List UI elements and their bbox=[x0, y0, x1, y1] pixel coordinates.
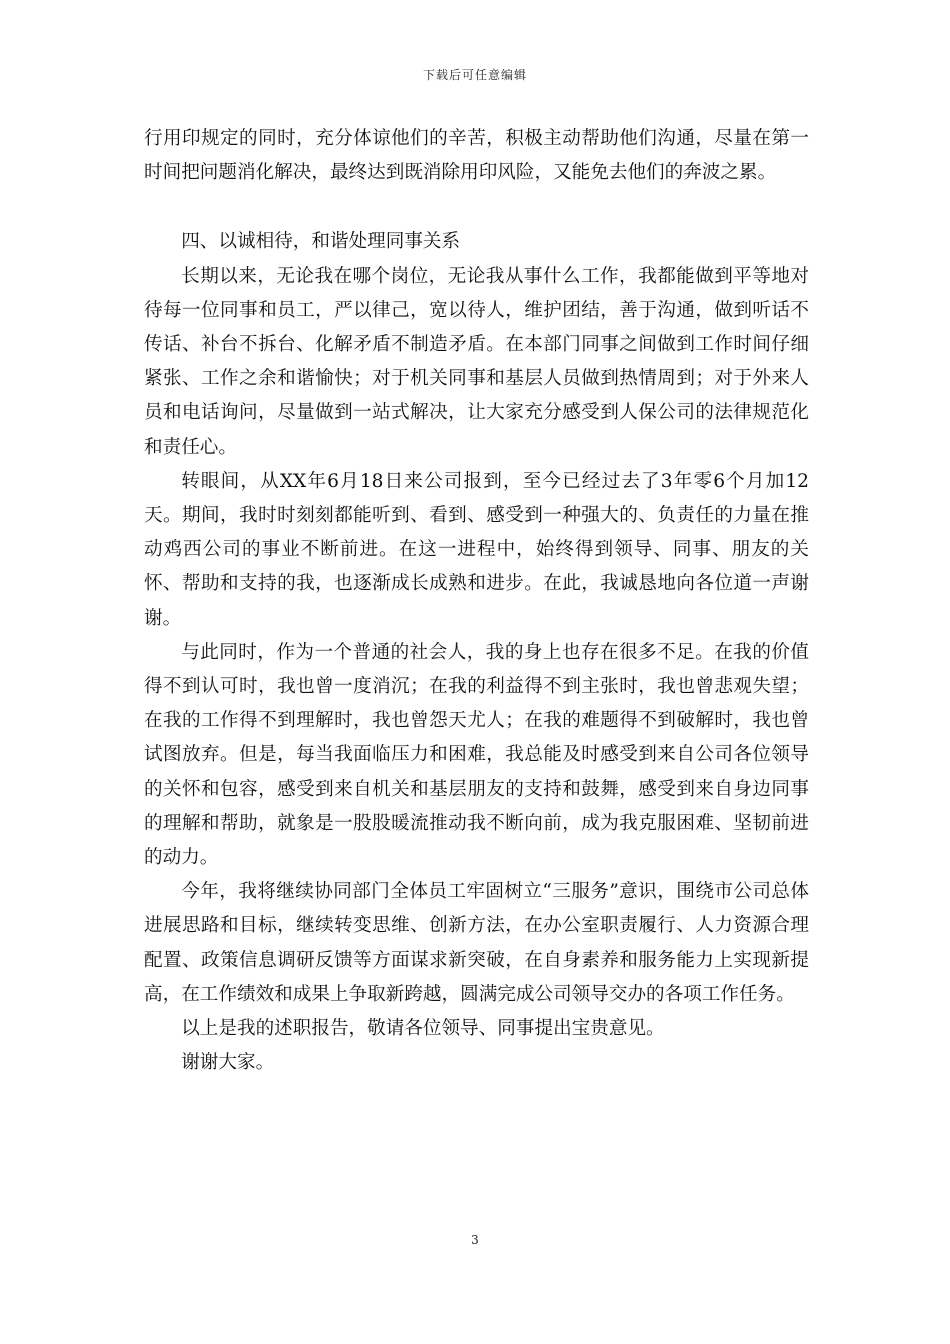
page-header: 下载后可任意编辑 bbox=[422, 68, 527, 82]
paragraph: 今年，我将继续协同部门全体员工牢固树立“三服务”意识，围绕市公司总体进展思路和目标，继续转变思维、创新方法，在办公室职责履行、人力资源合理配置、政策信息调研反馈等方面谋求新突破，在自身素养和服务能力上实现新提高，在工作绩效和成果上争取新跨越，圆满完成公司领导交办的各项工作任务。 bbox=[144, 881, 809, 1005]
paragraph: 谢谢大家。 bbox=[181, 1052, 275, 1074]
paragraph: 以上是我的述职报告，敬请各位领导、同事提出宝贵意见。 bbox=[181, 1018, 665, 1040]
page-number: 3 bbox=[471, 1233, 479, 1247]
paragraph: 与此同时，作为一个普通的社会人，我的身上也存在很多不足。在我的价值得不到认可时，我也曾一度消沉；在我的利益得不到主张时，我也曾悲观失望；在我的工作得不到理解时，我也曾怨天尤人；在我的难题得不到破解时，我也曾试图放弃。但是，每当我面临压力和困难，我总能及时感受到来自公司各位领导的关怀和包容，感受到来自机关和基层朋友的支持和鼓舞，感受到来自身边同事的理解和帮助，就象是一股股暖流推动我不断向前，成为我克服困难、坚韧前进的动力。 bbox=[144, 641, 809, 869]
section-heading: 四、以诚相待，和谐处理同事关系 bbox=[181, 231, 461, 253]
paragraph: 转眼间，从XX年6月18日来公司报到，至今已经过去了3年零6个月加12天。期间，我时时刻刻都能听到、看到、感受到一种强大的、负责任的力量在推动鸡西公司的事业不断前进。在这一进程中，始终得到领导、同事、朋友的关怀、帮助和支持的我，也逐渐成长成熟和进步。在此，我诚恳地向各位道一声谢谢。 bbox=[144, 470, 809, 629]
paragraph: 长期以来，无论我在哪个岗位，无论我从事什么工作，我都能做到平等地对待每一位同事和员工，严以律己，宽以待人，维护团结，善于沟通，做到听话不传话、补台不拆台、化解矛盾不制造矛盾。在本部门同事之间做到工作时间仔细紧张、工作之余和谐愉快；对于机关同事和基层人员做到热情周到；对于外来人员和电话询问，尽量做到一站式解决，让大家充分感受到人保公司的法律规范化和责任心。 bbox=[144, 265, 809, 458]
document-body bbox=[144, 122, 809, 1080]
paragraph-continuation: 行用印规定的同时，充分体谅他们的辛苦，积极主动帮助他们沟通，尽量在第一时间把问题消化解决，最终达到既消除用印风险，又能免去他们的奔波之累。 bbox=[144, 128, 809, 184]
